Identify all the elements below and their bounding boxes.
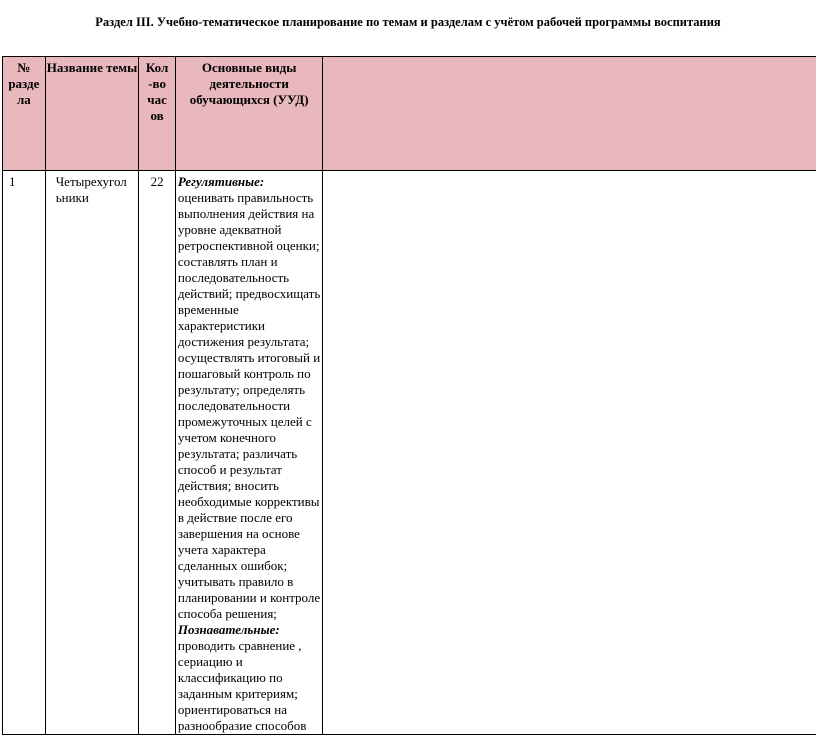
header-activities: Основные виды деятельности обучающихся (УУД): [175, 57, 322, 171]
cognitive-label: Познавательные:: [178, 622, 280, 637]
header-section-number: № разде ла: [3, 57, 46, 171]
regulatory-text: оценивать правильность выполнения действия на уровне адекватной ретроспективной оценки; составлять план и последовательность действий; предвосхищать временные характеристики достижения результата; осуществлять итоговый и пошаговый контроль по результату; определять последовательности промежуточных целей с учетом конечного результата; различать способ и результат действия; вносить необходимые коррективы в действие после его завершения на основе учета характера сделанных ошибок; учитывать правило в планировании и контроле способа решения;: [178, 190, 320, 621]
cell-section-number: 1: [3, 171, 46, 735]
cell-hours-count: 22: [139, 171, 176, 735]
header-topic-name: Название темы: [45, 57, 139, 171]
cell-extra: [323, 171, 816, 735]
table-row: [3, 171, 816, 735]
cognitive-text: проводить сравнение , сериацию и классификацию по заданным критериям; ориентироваться на разнообразие способов: [178, 638, 306, 733]
header-extra: [323, 57, 816, 171]
page-title: Раздел III. Учебно-тематическое планирование по темам и разделам с учётом рабочей программы воспитания: [0, 15, 816, 30]
regulatory-label: Регулятивные:: [178, 174, 264, 189]
cell-activities: [175, 171, 322, 735]
planning-table: [2, 56, 816, 735]
table-header-row: [3, 57, 816, 171]
header-hours-count: Кол -во час ов: [139, 57, 176, 171]
cell-topic-name: Четырехугол ьники: [45, 171, 139, 735]
